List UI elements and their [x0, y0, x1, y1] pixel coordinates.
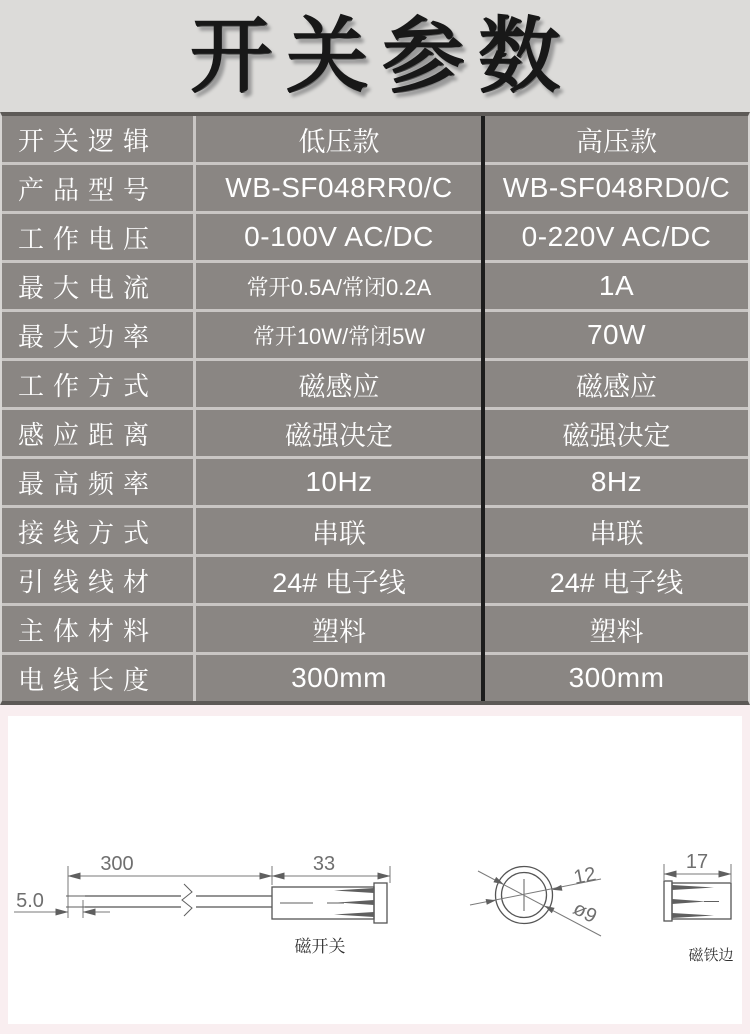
row-label-max-frequency: 最高频率: [2, 459, 193, 505]
value-max-frequency-high: 8Hz: [485, 459, 748, 505]
magnet-side-drawing: [664, 851, 734, 964]
technical-drawing: [8, 716, 742, 1024]
value-max-power-low: 常开10W/常闭5W: [196, 312, 482, 358]
value-max-current-high: 1A: [485, 263, 748, 309]
value-voltage-low: 0-100V AC/DC: [196, 214, 482, 260]
page-title: 开关参数: [189, 8, 574, 104]
value-lead-wire-high: 24# 电子线: [485, 557, 748, 603]
title-band: [0, 0, 750, 112]
row-label-voltage: 工作电压: [2, 214, 193, 260]
value-model-low: WB-SF048RR0/C: [196, 165, 482, 211]
row-label-max-current: 最大电流: [2, 263, 193, 309]
row-label-work-mode: 工作方式: [2, 361, 193, 407]
dim-label-body-length: 33: [312, 853, 336, 875]
column-divider: [481, 116, 485, 701]
value-model-high: WB-SF048RD0/C: [485, 165, 748, 211]
value-max-power-high: 70W: [485, 312, 748, 358]
value-wiring-low: 串联: [196, 508, 482, 554]
value-sense-distance-low: 磁强决定: [196, 410, 482, 456]
switch-caption: 磁开关: [294, 937, 346, 956]
dim-label-strip-length: 5.0: [16, 890, 44, 912]
value-work-mode-low: 磁感应: [196, 361, 482, 407]
dim-label-magnet-width: 17: [685, 851, 709, 873]
dimension-drawing-panel: [8, 716, 742, 1024]
value-voltage-high: 0-220V AC/DC: [485, 214, 748, 260]
value-lead-wire-low: 24# 电子线: [196, 557, 482, 603]
value-work-mode-high: 磁感应: [485, 361, 748, 407]
magnet-caption: 磁铁边: [688, 947, 734, 964]
value-wiring-high: 串联: [485, 508, 748, 554]
dim-label-outer-diameter: 12: [571, 863, 598, 890]
magnetic-switch-drawing: [14, 853, 390, 956]
value-max-current-low: 常开0.5A/常闭0.2A: [196, 263, 482, 309]
value-wire-length-high: 300mm: [485, 655, 748, 701]
row-label-sense-distance: 感应距离: [2, 410, 193, 456]
row-label-switch-logic: 开关逻辑: [2, 116, 193, 162]
value-wire-length-low: 300mm: [196, 655, 482, 701]
spec-table: [0, 112, 750, 705]
magnet-face-drawing: [470, 863, 601, 936]
row-label-wire-length: 电线长度: [2, 655, 193, 701]
col-header-high-voltage: 高压款: [485, 116, 748, 162]
value-body-material-low: 塑料: [196, 606, 482, 652]
row-label-body-material: 主体材料: [2, 606, 193, 652]
col-header-low-voltage: 低压款: [196, 116, 482, 162]
value-body-material-high: 塑料: [485, 606, 748, 652]
row-label-max-power: 最大功率: [2, 312, 193, 358]
dim-label-hole-diameter: ø9: [569, 897, 601, 928]
value-sense-distance-high: 磁强决定: [485, 410, 748, 456]
value-max-frequency-low: 10Hz: [196, 459, 482, 505]
row-label-model: 产品型号: [2, 165, 193, 211]
row-label-wiring: 接线方式: [2, 508, 193, 554]
dim-label-wire-length: 300: [100, 853, 134, 875]
row-label-lead-wire: 引线线材: [2, 557, 193, 603]
